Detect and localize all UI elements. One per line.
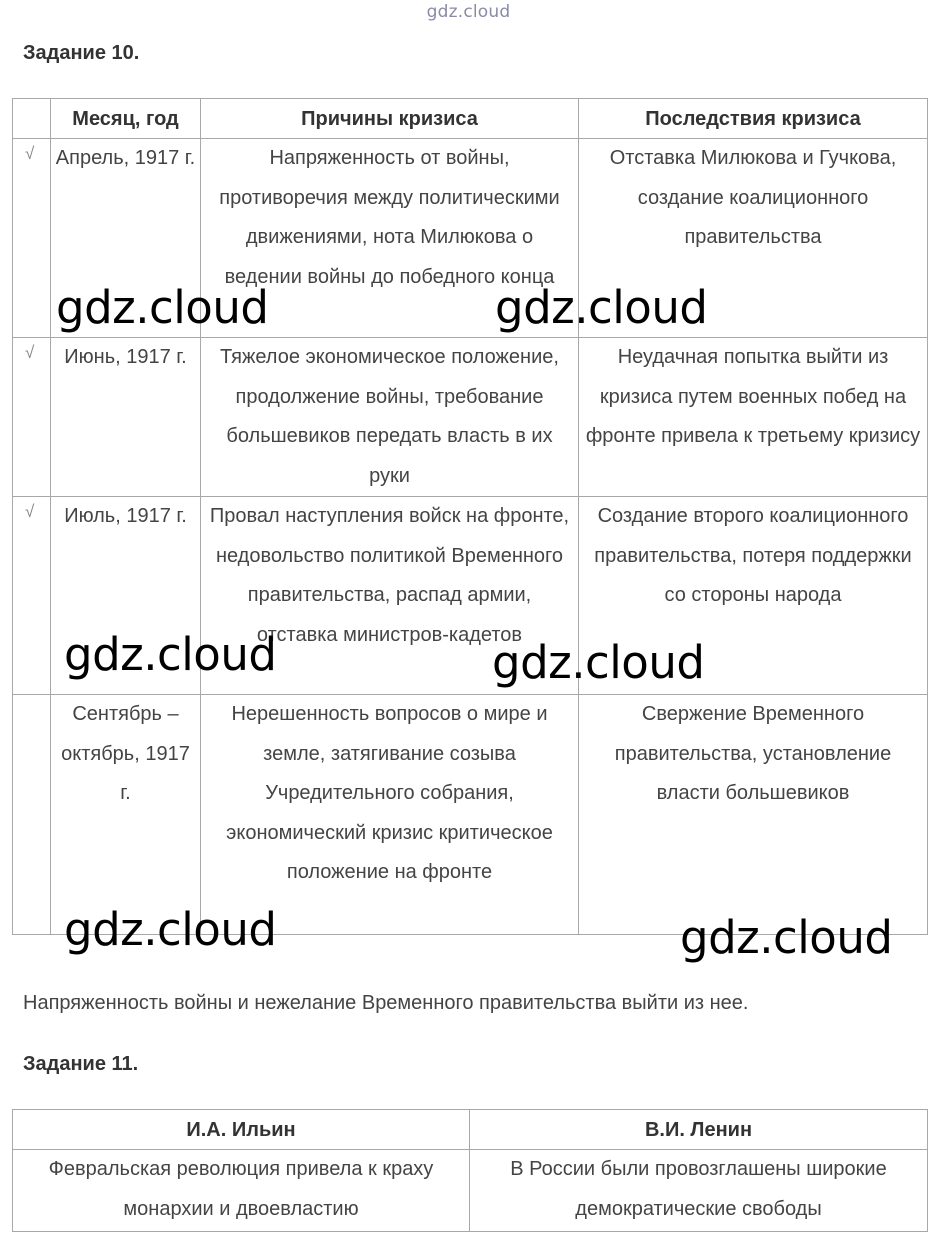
table-header-row [13, 1110, 928, 1150]
watermark-logo: gdz.cloud [680, 911, 893, 964]
header-consequences: Последствия кризиса [579, 99, 928, 139]
opinions-table [12, 1109, 928, 1232]
cell-date: Апрель, 1917 г. [51, 139, 201, 338]
watermark-logo: gdz.cloud [64, 903, 277, 956]
table-row [13, 139, 928, 338]
watermark-logo: gdz.cloud [492, 636, 705, 689]
task-10-heading: Задание 10. [23, 42, 140, 64]
header-ilyin: И.А. Ильин [13, 1110, 470, 1150]
cell-causes: Провал наступления войск на фронте, недовольство политикой Временного правительства, распад армии, отставка министров-кадетов [201, 497, 579, 695]
cell-lenin-opinion: В России были провозглашены широкие демократические свободы [470, 1150, 928, 1232]
header-causes: Причины кризиса [201, 99, 579, 139]
cell-consequences: Создание второго коалиционного правительства, потеря поддержки со стороны народа [579, 497, 928, 695]
crisis-table [12, 98, 928, 935]
header-lenin: В.И. Ленин [470, 1110, 928, 1150]
table-row [13, 1150, 928, 1232]
task-10-answer: Напряженность войны и нежелание Временного правительства выйти из нее. [23, 992, 749, 1014]
cell-date: Июль, 1917 г. [51, 497, 201, 695]
table-row [13, 497, 928, 695]
table-row [13, 695, 928, 935]
cell-ilyin-opinion: Февральская революция привела к краху монархии и двоевластию [13, 1150, 470, 1232]
header-month-year: Месяц, год [51, 99, 201, 139]
task-11-heading: Задание 11. [23, 1053, 139, 1075]
check-mark: √ [13, 338, 51, 497]
cell-date: Июнь, 1917 г. [51, 338, 201, 497]
watermark-logo: gdz.cloud [495, 281, 708, 334]
header-check [13, 99, 51, 139]
cell-consequences: Неудачная попытка выйти из кризиса путем военных побед на фронте привела к третьему кризису [579, 338, 928, 497]
check-mark [13, 695, 51, 935]
watermark-logo: gdz.cloud [56, 281, 269, 334]
cell-causes: Напряженность от войны, противоречия между политическими движениями, нота Милюкова о ведении войны до победного конца [201, 139, 579, 338]
watermark-logo: gdz.cloud [64, 628, 277, 681]
check-mark: √ [13, 139, 51, 338]
table-header-row [13, 99, 928, 139]
table-row [13, 338, 928, 497]
check-mark: √ [13, 497, 51, 695]
cell-date: Сентябрь – октябрь, 1917 г. [51, 695, 201, 935]
site-watermark-top: gdz.cloud [426, 2, 511, 22]
cell-causes: Нерешенность вопросов о мире и земле, затягивание созыва Учредительного собрания, экономический кризис критическое положение на фронте [201, 695, 579, 935]
cell-consequences: Свержение Временного правительства, установление власти большевиков [579, 695, 928, 935]
cell-consequences: Отставка Милюкова и Гучкова, создание коалиционного правительства [579, 139, 928, 338]
cell-causes: Тяжелое экономическое положение, продолжение войны, требование большевиков передать власть в их руки [201, 338, 579, 497]
